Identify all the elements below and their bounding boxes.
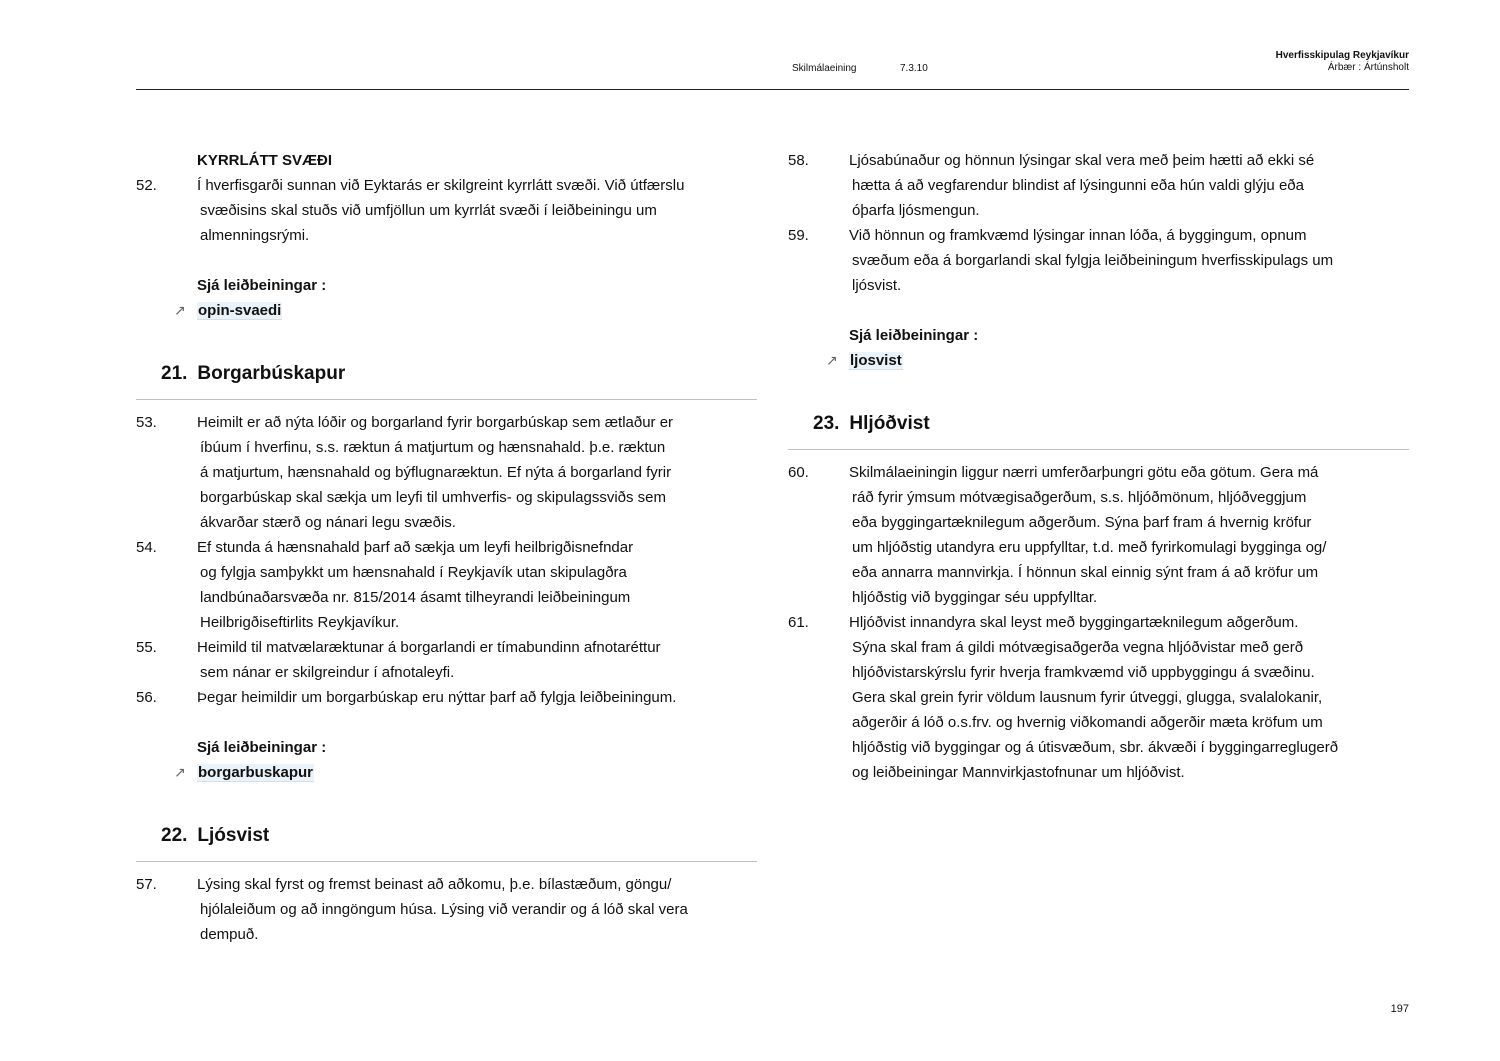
text-line: sem nánar er skilgreindur í afnotaleyfi. [200,664,455,681]
text-line: hjólaleiðum og að inngöngum húsa. Lýsing við verandir og á lóð skal vera [200,901,688,918]
section-title [813,411,930,436]
guideline-link-row[interactable] [136,760,757,785]
item-text [136,535,757,635]
text-line: Við hönnun og framkvæmd lýsingar innan lóða, á byggingum, opnum [849,227,1307,244]
guideline-link-row[interactable] [788,348,1409,373]
item-text [136,173,757,248]
guideline-link[interactable]: opin-svaedi [198,302,282,319]
document-subtitle: Árbær : Ártúnsholt [1327,62,1409,73]
text-line: íbúum í hverfinu, s.s. ræktun á matjurtum og hænsnahald. þ.e. ræktun [200,439,666,456]
section-number: 22. [161,825,188,846]
text-line: borgarbúskap skal sækja um leyfi til umhverfis- og skipulagssviðs sem [200,489,667,506]
text-line: Heilbrigðiseftirlits Reykjavíkur. [200,614,400,631]
text-line: svæðisins skal stuðs við umfjöllun um kyrrlát svæði í leiðbeiningu um [200,202,657,219]
text-line: um hljóðstig utandyra eru uppfylltar, t.d. með fyrirkomulagi bygginga og/ [852,539,1327,556]
arrow-up-right-icon: ↗ [174,764,186,780]
item-number: 59. [788,227,809,244]
page-number: 197 [1390,1003,1409,1015]
section-number: 21. [161,363,188,384]
list-item [136,872,757,947]
list-item [136,535,757,635]
item-text [788,610,1409,785]
item-number: 54. [136,539,157,556]
list-item [788,610,1409,785]
text-line: Heimild til matvælaræktunar á borgarlandi er tímabundinn afnotaréttur [197,639,661,656]
text-line: hljóðstig við byggingar og á útisvæðum, sbr. ákvæði í byggingarreglugerð [852,739,1339,756]
item-number: 53. [136,414,157,431]
text-line: Skilmálaeiningin liggur nærri umferðarþungri götu eða götum. Gera má [849,464,1319,481]
see-guidelines-label: Sjá leiðbeiningar : [197,277,327,294]
text-line: ljósvist. [852,277,902,294]
section-heading [136,361,757,410]
list-item [136,410,757,535]
item-text [136,685,757,710]
document-title: Hverfisskipulag Reykjavíkur [1275,50,1409,61]
section-title [161,823,269,848]
item-number: 56. [136,689,157,706]
text-line: dempuð. [200,926,259,943]
text-line: Heimilt er að nýta lóðir og borgarland fyrir borgarbúskap sem ætlaður er [197,414,674,431]
text-line: almenningsrými. [200,227,310,244]
item-text [788,460,1409,610]
item-number: 55. [136,639,157,656]
item-text [788,223,1409,298]
header-rule [136,89,1409,90]
item-number: 52. [136,177,157,194]
section-number: 23. [813,413,840,434]
guideline-link[interactable]: borgarbuskapur [198,764,314,781]
text-line: hljóðvistarskýrslu fyrir hverja framkvæmd við uppbyggingu á svæðinu. [852,664,1315,681]
text-line: landbúnaðarsvæða nr. 815/2014 ásamt tilheyrandi leiðbeiningum [200,589,631,606]
arrow-up-right-icon: ↗ [826,352,838,368]
text-line: hætta á að vegfarendur blindist af lýsingunni eða hún valdi glýju eða [852,177,1304,194]
text-line: Hljóðvist innandyra skal leyst með byggingartæknilegum aðgerðum. [849,614,1299,631]
guideline-link-row[interactable] [136,298,757,323]
text-line: Í hverfisgarði sunnan við Eyktarás er skilgreint kyrrlátt svæði. Við útfærslu [197,177,685,194]
item-text [136,635,757,685]
document-title-block [1276,50,1409,74]
list-item [788,223,1409,298]
text-line: ráð fyrir ýmsum mótvægisaðgerðum, s.s. hljóðmönum, hljóðveggjum [852,489,1307,506]
section-rule [136,399,757,400]
right-column [788,148,1409,785]
item-text [136,410,757,535]
see-guidelines-label: Sjá leiðbeiningar : [197,739,327,756]
text-line: á matjurtum, hænsnahald og býflugnaræktun. Ef nýta á borgarland fyrir [200,464,672,481]
section-title-text: Hljóðvist [849,413,930,434]
item-number: 61. [788,614,809,631]
text-line: Lýsing skal fyrst og fremst beinast að aðkomu, þ.e. bílastæðum, göngu/ [197,876,672,893]
item-text [788,148,1409,223]
text-line: og leiðbeiningar Mannvirkjastofnunar um hljóðvist. [852,764,1185,781]
text-line: hljóðstig við byggingar séu uppfylltar. [852,589,1098,606]
list-item [788,460,1409,610]
guideline-link[interactable]: ljosvist [850,352,902,369]
text-line: óþarfa ljósmengun. [852,202,980,219]
section-title-text: Ljósvist [197,825,270,846]
subheading: KYRRLÁTT SVÆÐI [197,152,332,169]
section-rule [788,449,1409,450]
left-column [136,148,757,947]
section-heading [788,411,1409,460]
item-number: 60. [788,464,809,481]
text-line: svæðum eða á borgarlandi skal fylgja leiðbeiningum hverfisskipulags um [852,252,1334,269]
list-item [136,635,757,685]
text-line: Gera skal grein fyrir völdum lausnum fyrir útveggi, glugga, svalalokanir, [852,689,1323,706]
text-line: Þegar heimildir um borgarbúskap eru nýttar þarf að fylgja leiðbeiningum. [197,689,677,706]
text-line: Ljósabúnaður og hönnun lýsingar skal vera með þeim hætti að ekki sé [849,152,1315,169]
text-line: aðgerðir á lóð o.s.frv. og hvernig viðkomandi aðgerðir mæta kröfum um [852,714,1323,731]
text-line: ákvarðar stærð og nánari legu svæðis. [200,514,456,531]
text-line: Ef stunda á hænsnahald þarf að sækja um leyfi heilbrigðisnefndar [197,539,634,556]
quiet-area-block [136,148,757,323]
text-line: eða byggingartæknilegum aðgerðum. Sýna þarf fram á hvernig kröfur [852,514,1312,531]
item-text [136,872,757,947]
section-label: Skilmálaeining [792,63,857,74]
list-item [136,685,757,710]
section-title [161,361,345,386]
see-guidelines-label: Sjá leiðbeiningar : [849,327,979,344]
item-number: 58. [788,152,809,169]
text-line: eða annarra mannvirkja. Í hönnun skal einnig sýnt fram á að kröfur um [852,564,1319,581]
list-item [136,173,757,248]
text-line: Sýna skal fram á gildi mótvægisaðgerða vegna hljóðvistar með gerð [852,639,1304,656]
text-line: og fylgja samþykkt um hænsnahald í Reykjavík utan skipulagðra [200,564,627,581]
arrow-up-right-icon: ↗ [174,302,186,318]
section-code: 7.3.10 [900,63,928,74]
section-rule [136,861,757,862]
section-heading [136,823,757,872]
list-item [788,148,1409,223]
section-title-text: Borgarbúskapur [197,363,346,384]
item-number: 57. [136,876,157,893]
